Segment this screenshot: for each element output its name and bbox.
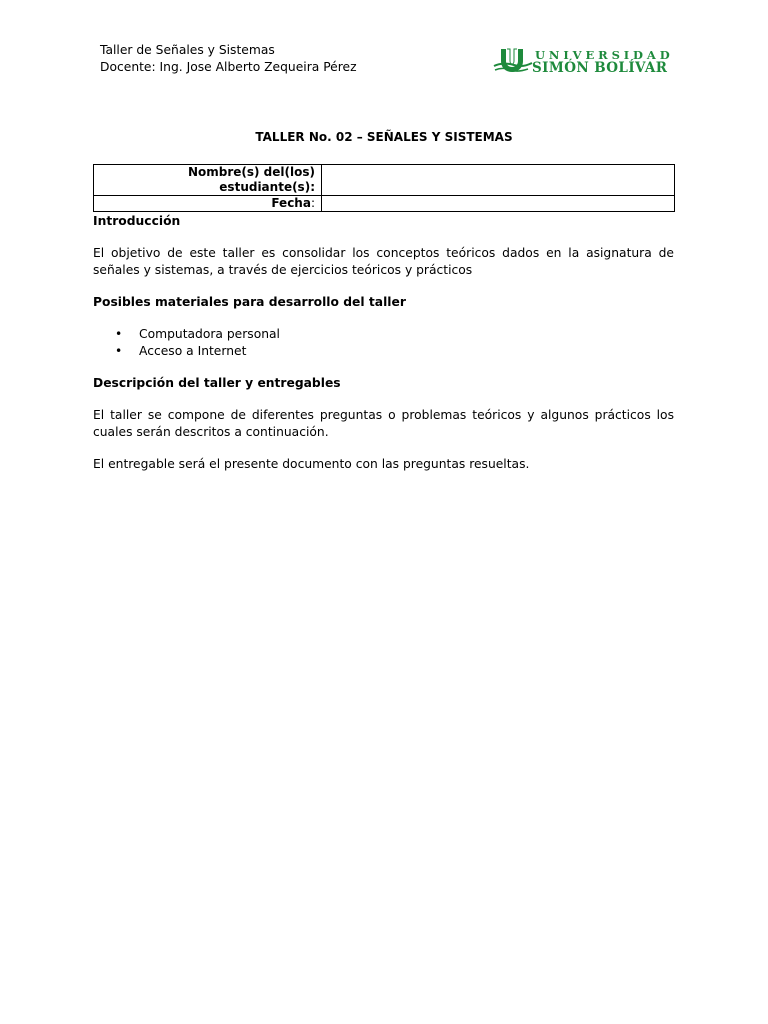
university-logo [492,48,674,78]
course-name: Taller de Señales y Sistemas [100,43,275,57]
document-title: TALLER No. 02 – SEÑALES Y SISTEMAS [255,130,513,144]
description-paragraph: El taller se compone de diferentes preguntas o problemas teóricos y algunos prácticos los cuales serán descritos a continuación. [93,408,674,439]
logo-line-simon-bolivar: SIMÓN BOLÍVAR [532,60,668,76]
intro-paragraph: El objetivo de este taller es consolidar los conceptos teóricos dados en la asignatura de señales y sistemas, a través de ejercicios teóricos y prácticos [93,246,674,277]
description-heading: Descripción del taller y entregables [93,376,341,390]
list-item [93,343,674,360]
list-item [93,326,674,343]
materials-list [93,326,674,360]
table-row [94,165,675,196]
table-row [94,196,675,212]
bullet-icon: • [115,327,123,341]
date-label-cell [94,196,322,212]
student-info-table [93,164,675,212]
logo-line-universidad: UNIVERSIDAD [535,48,674,62]
bullet-icon: • [115,344,123,358]
list-item-label: Computadora personal [139,327,280,341]
teacher-name: Docente: Ing. Jose Alberto Zequeira Pérez [100,60,357,74]
intro-heading: Introducción [93,214,181,228]
students-label: Nombre(s) del(los) estudiante(s): [94,165,322,196]
university-emblem-icon [492,48,534,76]
date-field[interactable] [322,196,675,212]
page-header [100,42,357,76]
list-item-label: Acceso a Internet [139,344,247,358]
document-body [93,213,674,488]
date-label-colon: : [310,196,315,210]
deliverable-paragraph: El entregable será el presente documento con las preguntas resueltas. [93,457,530,471]
date-label: Fecha [271,196,311,210]
students-field[interactable] [322,165,675,196]
university-logo-text [532,49,674,75]
materials-heading: Posibles materiales para desarrollo del taller [93,295,406,309]
